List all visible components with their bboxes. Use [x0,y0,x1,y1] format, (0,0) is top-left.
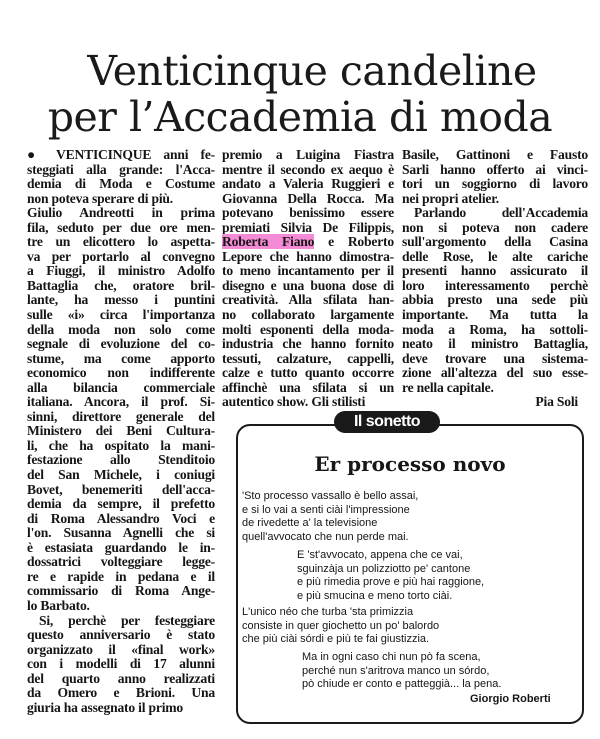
text-line: sinni, direttore generale del [27,408,215,424]
text-line: segnale di evoluzione del co- [27,336,215,352]
article-column-2 [222,148,394,410]
text-line: steggiati alla grande: l'Acca- [27,161,215,177]
stanza-1 [242,490,418,544]
text-line: importante. Ma tutta la [402,307,588,323]
text-line: stume, ma come apporto [27,350,215,366]
text-line: italiana. Ancora, il prof. Si- [27,394,215,410]
poem-line: e più rimedia prove e più hai raggione, [297,576,485,589]
stanza-4 [302,651,501,692]
text-line: premiati Silvia De Filippis, [222,219,394,235]
text-line: no collaborato largamente [222,307,394,323]
text-line: neato il ministro Battaglia, [402,336,588,352]
text-line: Basile, Gattinoni e Fausto [402,147,588,162]
poem-line: E 'st'avvocato, appena che ce vai, [297,549,463,561]
text-line: Giulio Andreotti in prima [27,205,215,221]
sonnet-label: Il sonetto [334,411,440,433]
text-line: demia da sempre, il prefetto [27,496,215,512]
text-line: Bovet, benemeriti dell'acca- [27,481,215,497]
text-line: organizzato il «final work» [27,641,215,657]
text-line: li, che ha ospitato la mani- [27,437,215,453]
poem-line: Ma in ogni caso chi nun pò fa scena, [302,651,481,663]
text-line: presenti hanno assicurato il [402,263,588,279]
text-line: loro interessamento perchè [402,277,588,293]
sonnet-title: Er processo novo [314,452,506,476]
text-line: del quarto anno realizzati [27,670,215,686]
text-line: demia di Moda e Costume [27,176,215,192]
text-line: to meno incantamento per il [222,263,394,279]
text-line: re nella capitale. [402,379,494,395]
article-column-1 [27,148,215,715]
text-line: non poteva sperare di più. [27,190,173,206]
text-line: da Omero e Brioni. Una [27,685,215,701]
text-line: Roberta Fiano e Roberto [222,234,394,250]
headline-line-1: Venticinque candeline [87,47,537,95]
poem-line: de rivedette a' la televisione [242,517,378,530]
text-line: autentico show. Gli stilisti [222,394,366,410]
poem-line: quell'avvocato che nun perde mai. [242,530,409,543]
text-line: va per portarlo al convegno [27,248,215,264]
text-line: delle Rose, le alte cariche [402,248,588,264]
poem-line: e si lo vai a senti ciài l'impressione [242,503,410,516]
text-line: moda a Roma, ha sottoli- [402,321,588,337]
text-line: disegno e una buona dose di [222,277,394,293]
poem-line: 'Sto processo vassallo è bello assai, [242,490,419,502]
text-line: sulle «i» circa l'importanza [27,307,215,323]
text-line: industria che hanno fornito [222,336,394,352]
text-line: del San Michele, i coniugi [27,467,215,483]
text-line: Battaglia che, oratore bril- [27,277,215,293]
text-line: Parlando dell'Accademia [414,205,588,221]
text-line: Lepore che hanno dimostra- [222,248,394,264]
text-line: sull'argomento della Casina [402,234,588,250]
text-line: creatività. Alla sfilata han- [222,292,394,308]
text-line: giuria ha assegnato il primo [27,699,184,715]
text-line: alla bilancia commerciale [27,379,215,395]
poem-line: e più smucina e meno torto ciài. [297,589,453,602]
text-line: tessuti, calzature, cappelli, [222,350,394,366]
text-line: calze e tutto quanto occorre [222,365,394,381]
text-line: Giovanna Della Rocca. Ma [222,190,394,206]
text-line: questo anniversario è stato [27,627,215,643]
text-line: re e rapide in pedana e il [27,568,215,584]
poem-line: L'unico néo che turba 'sta primizzia [242,606,414,618]
headline-line-2: per l’Accademia di moda [47,93,553,141]
text-line: tre un elicottero lo aspetta- [27,234,215,250]
poem-line: che più ciài sórdi e più te fai giustizzia. [242,633,430,646]
text-line: tori un soggiorno di lavoro [402,176,588,192]
text-line: fila, seduto per due ore men- [27,219,215,235]
text-line: deve trovare una sistema- [402,350,588,366]
stanza-2 [297,549,484,603]
text-line: molti esponenti della moda- [222,321,394,337]
text-line: commissario di Roma Ange- [27,583,215,599]
text-line: premio a Luigina Fiastra [222,147,394,162]
poem-line: perché nun s'aritrova manco un sórdo, [302,664,490,677]
text-line: è estasiata guardando le in- [27,539,215,555]
text-line: economico non indifferente [27,365,215,381]
highlighted-name: Roberta Fiano [222,234,315,250]
text-line: Si, perchè per festeggiare [39,612,215,628]
article-column-3 [402,148,588,410]
text-line: mentre il secondo ex aequo è [222,161,394,177]
text-line: ● VENTICINQUE anni fe- [27,147,215,162]
text-line: andato a Valeria Ruggieri e [222,176,394,192]
text-line: nei propri atelier. [402,190,500,206]
text-line: Sarli hanno offerto ai vinci- [402,161,588,177]
byline: Pia Soli [535,394,578,410]
text-line: potevano benissimo essere [222,205,394,221]
text-line: non si poteva non cadere [402,219,588,235]
text-line: lante, ha messo i puntini [27,292,215,308]
text-line: con i modelli di 17 alunni [27,656,215,672]
text-line: di Roma Alessandro Voci e [27,510,215,526]
text-line: dossatrici volteggiare legge- [27,554,215,570]
poem-line: pò chiude er conto e patteggià... la pena. [302,678,502,691]
sonnet-author: Giorgio Roberti [470,693,551,705]
text-line: abbia presto una sede più [402,292,588,308]
stanza-3 [242,606,439,647]
poem-line: consiste in quer giochetto un po' balordo [242,619,440,632]
text-line: Ministero dei Beni Cultura- [27,423,215,439]
text-line: affinchè una sfilata si un [222,379,394,395]
text-line: l'on. Susanna Agnelli che si [27,525,215,541]
text-line: zione all'altezza del suo esse- [402,365,588,381]
text-line: lo Barbato. [27,597,90,613]
poem-line: sguinzàja un polizziotto pe' cantone [297,562,471,575]
text-line: a Fiuggi, il ministro Adolfo [27,263,215,279]
text-line: della moda non solo come [27,321,215,337]
text-line: festazione allo Stenditoio [27,452,215,468]
